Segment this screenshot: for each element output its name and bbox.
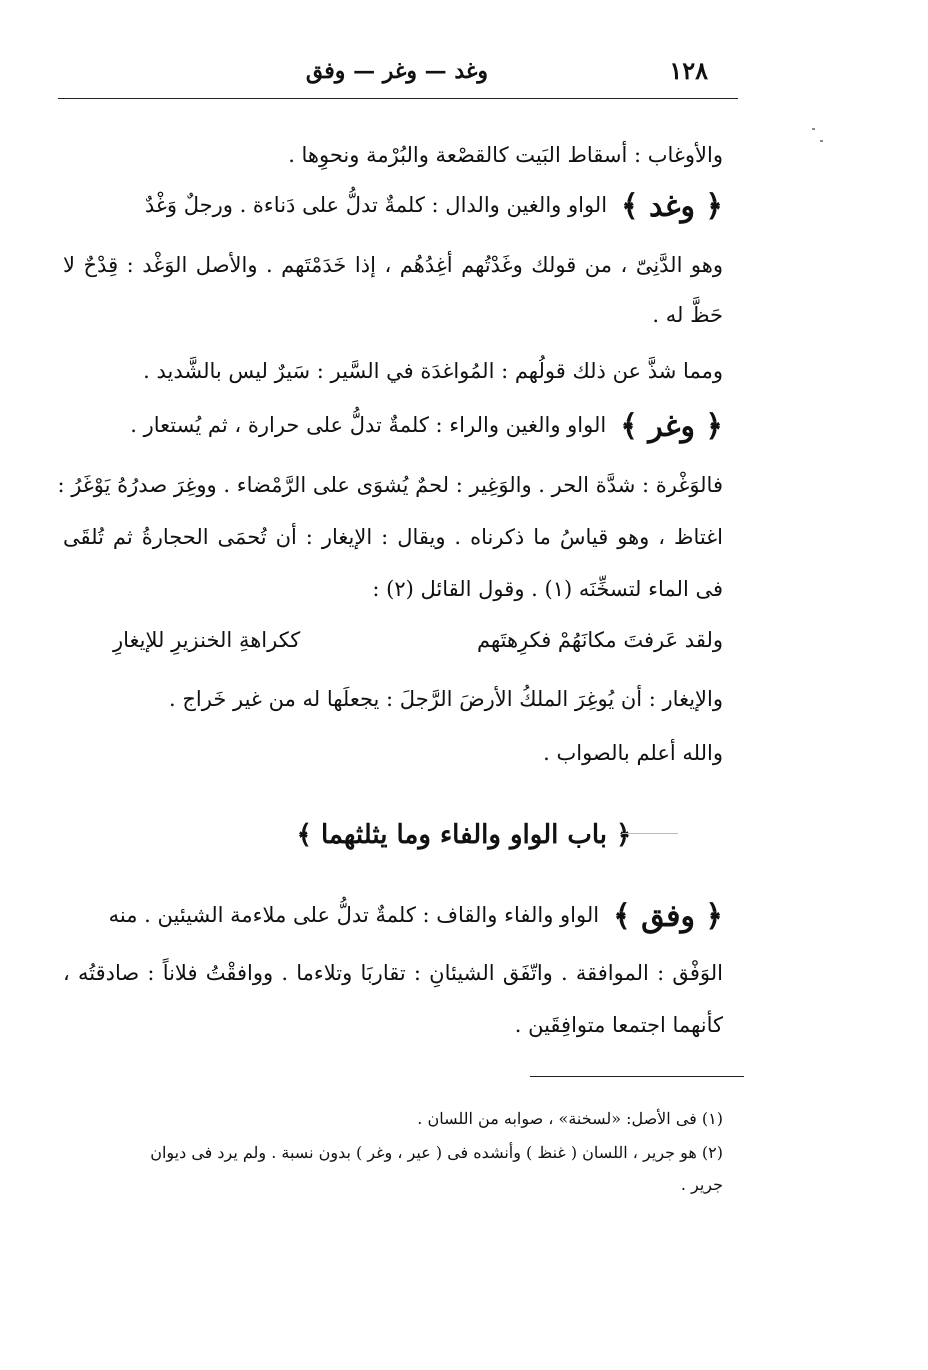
- entry-head-wghr: ﴿ وغر ﴾: [620, 408, 723, 444]
- poetry-verse: [113, 628, 723, 664]
- body-line: كأنهما اجتمعا متوافِقَين .: [514, 1013, 723, 1037]
- entry-text: الواو والفاء والقاف : كلمةٌ تدلُّ على ملاءمة الشيئين . منه: [108, 903, 600, 927]
- footnote-rule: [530, 1076, 744, 1077]
- body-line: وهو الدَّنِىّ ، من قولك وغَدْتُهم أغِدُهُم ، إذا خَدَمْتَهم . والأصل الوَغْد : قِدْحٌ لا: [63, 253, 723, 277]
- entry-head-wghd: ﴿ وغد ﴾: [621, 188, 723, 224]
- body-line: اغتاظ ، وهو قياسُ ما ذكرناه . ويقال : الإيغار : أن تُحمَى الحجارةُ ثم تُلقَى: [63, 525, 723, 549]
- running-title: وغد — وغر — وفق: [305, 58, 488, 84]
- entry-text: الواو والغين والدال : كلمةٌ تدلُّ على دَناءة . ورجلٌ وَغْدٌ: [144, 193, 608, 217]
- section-title: ﴿ باب الواو والفاء وما يثلثهما ﴾: [296, 820, 632, 850]
- body-line: حَظَّ له .: [652, 303, 723, 327]
- page-header: [58, 52, 738, 92]
- entry-head-wfq: ﴿ وفق ﴾: [613, 898, 723, 934]
- entry-text: الواو والغين والراء : كلمةٌ تدلُّ على حرارة ، ثم يُستعار .: [130, 413, 607, 437]
- footnote-1: (١) فى الأصل: «لسخنة» ، صوابه من اللسان .: [417, 1109, 723, 1128]
- body-line: والله أعلم بالصواب .: [543, 741, 723, 765]
- verse-second-hemistich: ككراهةِ الخنزيرِ للإيغارِ: [113, 628, 301, 652]
- header-rule: [58, 98, 738, 99]
- page-number: ١٢٨: [669, 56, 708, 85]
- entry-wghd-line1: [63, 190, 723, 222]
- entry-wfq-line1: [63, 900, 723, 932]
- body-line: ومما شذَّ عن ذلك قولُهم : المُواغدَة في السَّير : سَيرٌ ليس بالشَّديد .: [143, 359, 723, 383]
- ornament-rule: [622, 833, 678, 834]
- scan-speck: [812, 128, 815, 130]
- footnote-2-line2: جرير .: [680, 1175, 723, 1194]
- body-line: والأوغاب : أسقاط البَيت كالقصْعة والبُرْمة ونحوِها .: [288, 143, 723, 167]
- scan-speck: [820, 140, 823, 142]
- entry-wghr-line1: [63, 410, 723, 442]
- verse-first-hemistich: ولقد عَرفتَ مكانَهُمْ فكرِهتَهم: [476, 628, 723, 652]
- body-line: والإيغار : أن يُوغِرَ الملكُ الأرضَ الرَّجلَ : يجعلَها له من غير خَراج .: [169, 687, 723, 711]
- body-line: الوَفْق : الموافقة . واتّفَق الشيئانِ : تقاربَا وتلاءما . ووافقْتُ فلاناً : صادقتُه ،: [63, 961, 723, 985]
- body-line: فى الماء لتسخِّنَه (١) . وقول القائل (٢) :: [372, 577, 723, 601]
- footnote-2-line1: (٢) هو جرير ، اللسان ( غنظ ) وأنشده فى ( عير ، وغر ) بدون نسبة . ولم يرد فى ديوان: [150, 1143, 723, 1162]
- body-line: فالوَغْرة : شدَّة الحر . والوَغِير : لحمٌ يُشوَى على الرَّمْضاء . ووغِرَ صدرُهُ يَوْغَرُ :: [57, 473, 723, 497]
